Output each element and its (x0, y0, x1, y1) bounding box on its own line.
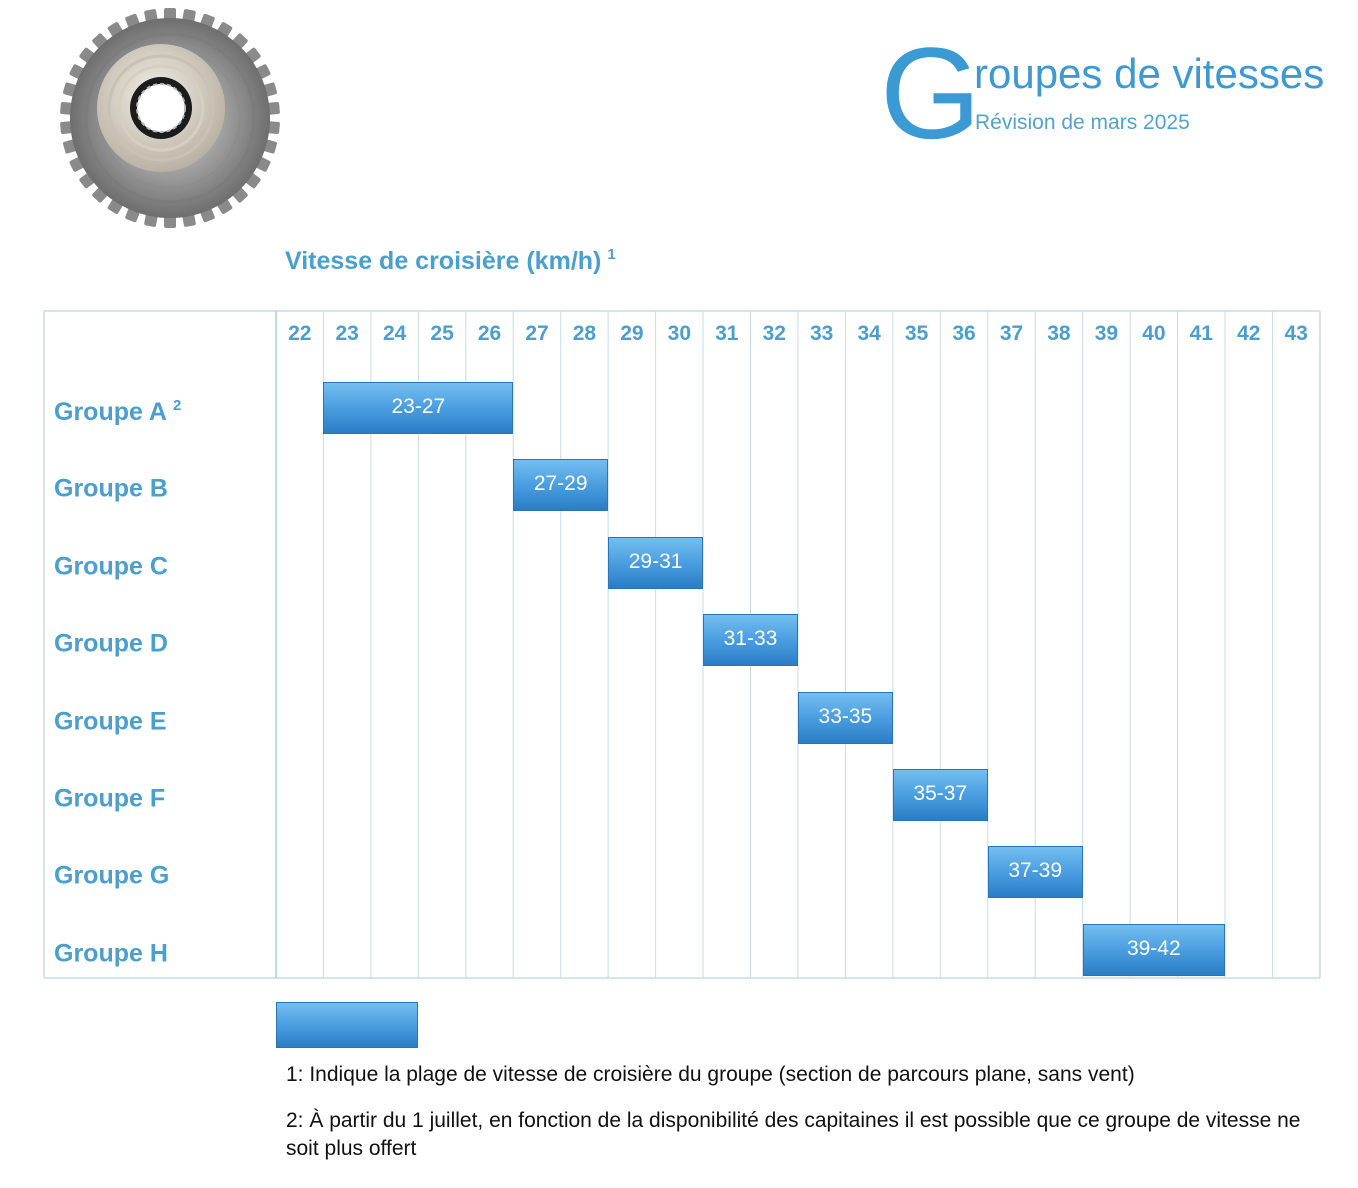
row-label-footnote: 2 (172, 397, 182, 414)
row-label: Groupe C (54, 552, 168, 581)
page-subtitle: Révision de mars 2025 (975, 111, 1190, 134)
range-bar-label: 31-33 (723, 627, 778, 651)
x-tick-label: 41 (1189, 322, 1213, 345)
row-label: Groupe E (54, 707, 167, 736)
range-bar (893, 769, 988, 821)
x-tick-label: 27 (525, 322, 549, 345)
x-tick-label: 42 (1237, 322, 1261, 345)
x-tick-label: 39 (1094, 322, 1119, 345)
range-bar (608, 537, 703, 589)
range-bar (513, 459, 608, 511)
range-bar (1083, 924, 1225, 976)
x-tick-label: 43 (1284, 322, 1308, 345)
range-bar (323, 382, 513, 434)
x-tick-label: 40 (1142, 322, 1166, 345)
x-tick-label: 34 (857, 322, 881, 345)
row-label: Groupe G (54, 861, 170, 890)
x-tick-label: 24 (382, 322, 407, 345)
row-label: Groupe D (54, 629, 168, 658)
range-bar-label: 29-31 (628, 549, 683, 573)
x-tick-label: 37 (999, 322, 1024, 345)
row-label: Groupe F (54, 784, 166, 813)
range-bar-label: 23-27 (391, 395, 446, 418)
x-tick-label: 29 (620, 322, 644, 345)
x-tick-label: 33 (810, 322, 834, 345)
bicycle-cassette-icon (56, 6, 284, 234)
range-bar-label: 37-39 (1008, 859, 1063, 883)
x-tick-label: 22 (288, 322, 312, 345)
title-initial: G (880, 20, 982, 166)
footnote-1: 1: Indique la plage de vitesse de croisière du groupe (section de parcours plane, sans vent) (286, 1063, 1135, 1086)
x-tick-label: 35 (904, 322, 929, 345)
row-label: Groupe H (54, 939, 168, 968)
x-tick-label: 23 (335, 322, 359, 345)
range-bar-label: 27-29 (533, 472, 588, 496)
row-label: Groupe A $^2$ (54, 397, 182, 426)
range-bar-label: 35-37 (913, 782, 968, 805)
page-title: roupes de vitesses (974, 50, 1325, 97)
x-tick-label: 32 (762, 322, 786, 345)
x-tick-label: 30 (667, 322, 692, 345)
x-tick-label: 25 (430, 322, 454, 345)
x-axis-label: Vitesse de croisière (km/h) $^1$ (285, 246, 616, 275)
x-tick-label: 28 (572, 322, 597, 345)
x-tick-label: 36 (952, 322, 976, 345)
range-bar (798, 692, 893, 744)
range-bar (703, 614, 798, 666)
footnote-2: 2: À partir du 1 juillet, en fonction de la disponibilité des capitaines il est possible que ce groupe de vitesse ne soit plus offert (286, 1109, 1301, 1160)
x-axis-label-footnote: 1 (607, 246, 616, 263)
range-bar (988, 846, 1083, 898)
range-bar-label: 39-42 (1126, 936, 1181, 960)
legend-swatch (276, 1002, 418, 1048)
row-label: Groupe B (54, 474, 168, 503)
x-tick-label: 31 (715, 322, 739, 345)
x-tick-label: 38 (1047, 322, 1071, 345)
x-tick-label: 26 (477, 322, 502, 345)
range-bar-label: 33-35 (818, 704, 873, 728)
